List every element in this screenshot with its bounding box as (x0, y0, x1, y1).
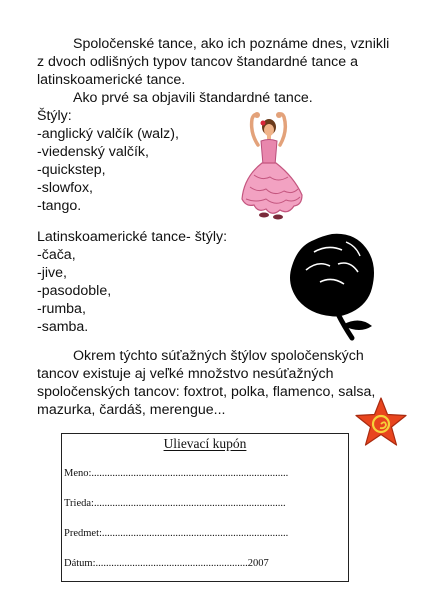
outro-line: mazurka, čardáš, merengue... (37, 402, 226, 418)
flamenco-dancer-icon (236, 107, 306, 225)
latin-styles-list (37, 228, 227, 336)
outro-line: tancov existuje aj veľké množstvo nesúťažných (37, 366, 334, 382)
list-item: -quickstep, (37, 162, 106, 178)
coupon-box (61, 433, 349, 582)
list-item: -čača, (37, 247, 76, 263)
black-rose-icon (284, 230, 380, 342)
list-item: -tango. (37, 198, 82, 214)
coupon-date-field[interactable]: Dátum:..........................................................2007 (64, 558, 269, 569)
red-star-icon (353, 396, 409, 448)
latin-styles-heading: Latinskoamerické tance- štýly: (37, 229, 228, 245)
coupon-title: Ulievací kupón (163, 436, 247, 451)
coupon-class-field[interactable]: Trieda:......................................................................... (64, 498, 286, 509)
outro-paragraph (37, 347, 375, 419)
coupon-subject-field[interactable]: Predmet:....................................................................... (64, 528, 289, 539)
standard-styles-heading: Štýly: (37, 108, 72, 124)
intro-paragraph (37, 35, 389, 107)
standard-styles-list (37, 107, 179, 215)
intro-line: latinskoamerické tance. (37, 72, 186, 88)
coupon-name-field[interactable]: Meno:........................................................................... (64, 468, 289, 479)
list-item: -rumba, (37, 301, 86, 317)
list-item: -pasodoble, (37, 283, 112, 299)
list-item: -slowfox, (37, 180, 93, 196)
list-item: -samba. (37, 319, 89, 335)
intro-line: Spoločenské tance, ako ich poznáme dnes, vznikli (73, 36, 390, 52)
list-item: -anglický valčík (walz), (37, 126, 179, 142)
intro-line: Ako prvé sa objavili štandardné tance. (73, 90, 313, 106)
list-item: -jive, (37, 265, 67, 281)
outro-line: Okrem týchto súťažných štýlov spoločenských (73, 348, 364, 364)
intro-line: z dvoch odlišných typov tancov štandardné tance a (37, 54, 358, 70)
outro-line: spoločenských tancov: foxtrot, polka, flamenco, salsa, (37, 384, 376, 400)
list-item: -viedenský valčík, (37, 144, 149, 160)
